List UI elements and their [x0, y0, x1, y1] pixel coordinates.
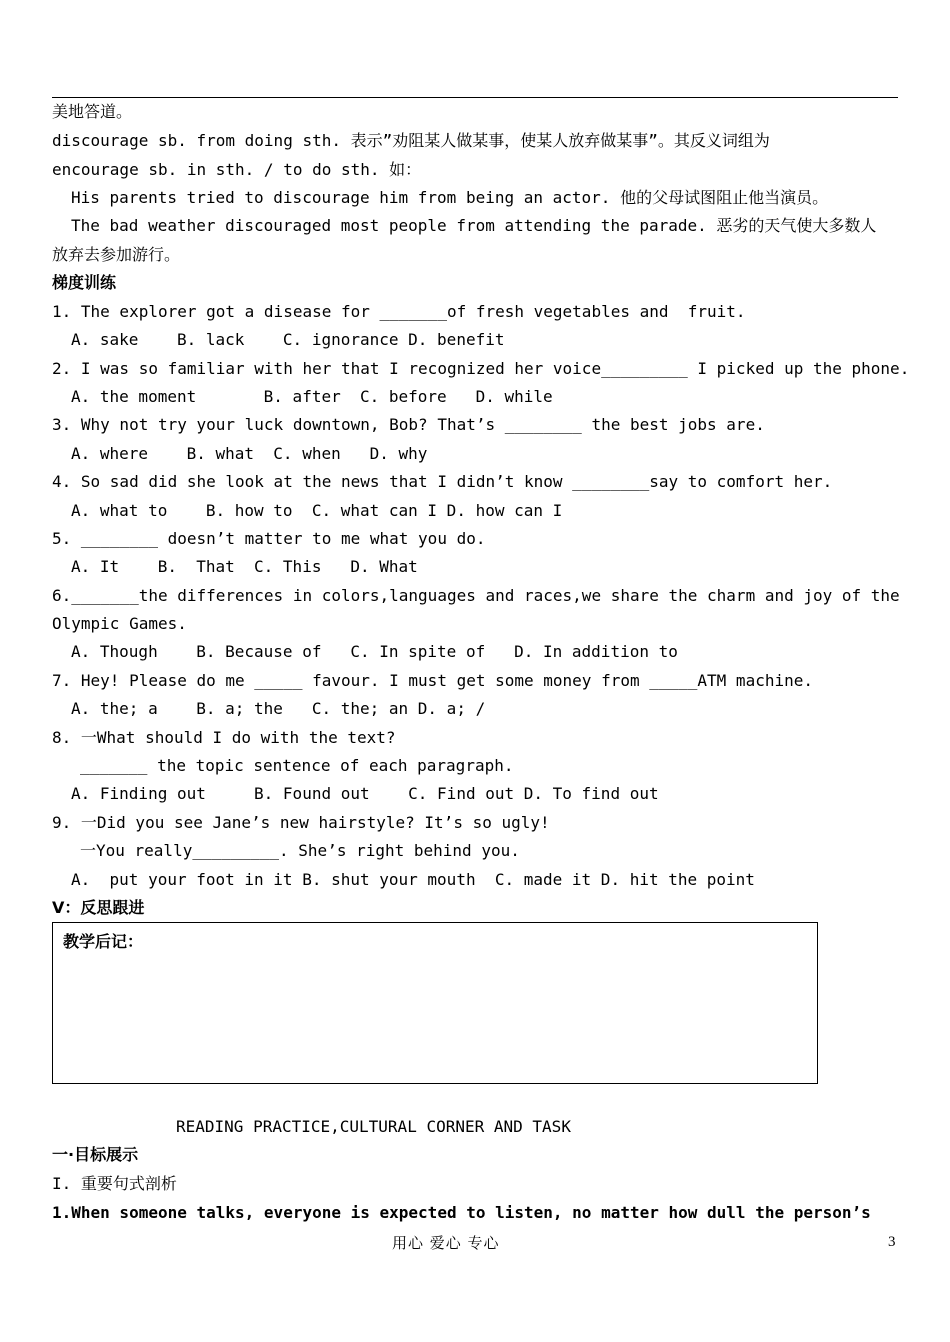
question-6-options: A. Though B. Because of C. In spite of D. In addition to: [71, 642, 678, 661]
question-2-options: A. the moment B. after C. before D. while: [71, 387, 553, 406]
question-2-stem: 2. I was so familiar with her that I recognized her voice_________ I picked up the phone.: [52, 359, 910, 378]
page-number: 3: [888, 1234, 896, 1250]
question-8-stem: 8. 一What should I do with the text?: [52, 728, 396, 747]
question-5-stem: 5. ________ doesn’t matter to me what you do.: [52, 529, 486, 548]
question-1-stem: 1. The explorer got a disease for _______of fresh vegetables and fruit.: [52, 302, 746, 321]
question-8-stem-reply: _______ the topic sentence of each paragraph.: [80, 756, 514, 775]
page-footer: 用心 爱心 专心: [392, 1234, 500, 1252]
header-rule: [52, 97, 898, 98]
question-3-stem: 3. Why not try your luck downtown, Bob? That’s ________ the best jobs are.: [52, 415, 765, 434]
goals-heading: 一·目标展示: [52, 1145, 139, 1164]
question-9-stem: 9. 一Did you see Jane’s new hairstyle? It’s so ugly!: [52, 813, 550, 832]
question-4-options: A. what to B. how to C. what can I D. how can I: [71, 501, 563, 520]
question-5-options: A. It B. That C. This D. What: [71, 557, 418, 576]
intro-line-2: discourage sb. from doing sth. 表示”劝阻某人做某事，使某人放弃做某事”。其反义词组为: [52, 131, 770, 150]
intro-line-1: 美地答道。: [52, 102, 133, 121]
reflection-heading: V：反思跟进: [52, 898, 145, 917]
question-6-stem: 6._______the differences in colors,languages and races,we share the charm and joy of the: [52, 586, 900, 605]
key-sentence-heading: I. 重要句式剖析: [52, 1174, 177, 1193]
question-3-options: A. where B. what C. when D. why: [71, 444, 428, 463]
intro-line-3: encourage sb. in sth. / to do sth. 如：: [52, 160, 422, 179]
example-sentence-2-cont: 放弃去参加游行。: [52, 245, 181, 264]
training-heading: 梯度训练: [52, 273, 117, 292]
example-sentence-2: The bad weather discouraged most people from attending the parade. 恶劣的天气使大多数人: [71, 216, 877, 235]
question-9-options: A. put your foot in it B. shut your mouth C. made it D. hit the point: [71, 870, 755, 889]
key-sentence-1: 1.When someone talks, everyone is expected to listen, no matter how dull the person’s: [52, 1203, 871, 1222]
teaching-notes-box[interactable]: [52, 922, 818, 1084]
teaching-notes-label: 教学后记：: [63, 932, 144, 951]
question-7-stem: 7. Hey! Please do me _____ favour. I must get some money from _____ATM machine.: [52, 671, 813, 690]
question-4-stem: 4. So sad did she look at the news that I didn’t know ________say to comfort her.: [52, 472, 833, 491]
question-8-options: A. Finding out B. Found out C. Find out D. To find out: [71, 784, 659, 803]
section-title: READING PRACTICE,CULTURAL CORNER AND TASK: [176, 1117, 571, 1136]
question-1-options: A. sake B. lack C. ignorance D. benefit: [71, 330, 505, 349]
example-sentence-1: His parents tried to discourage him from being an actor. 他的父母试图阻止他当演员。: [71, 188, 829, 207]
question-7-options: A. the; a B. a; the C. the; an D. a; /: [71, 699, 486, 718]
question-6-stem-cont: Olympic Games.: [52, 614, 187, 633]
question-9-stem-reply: 一You really_________. She’s right behind you.: [80, 841, 520, 860]
